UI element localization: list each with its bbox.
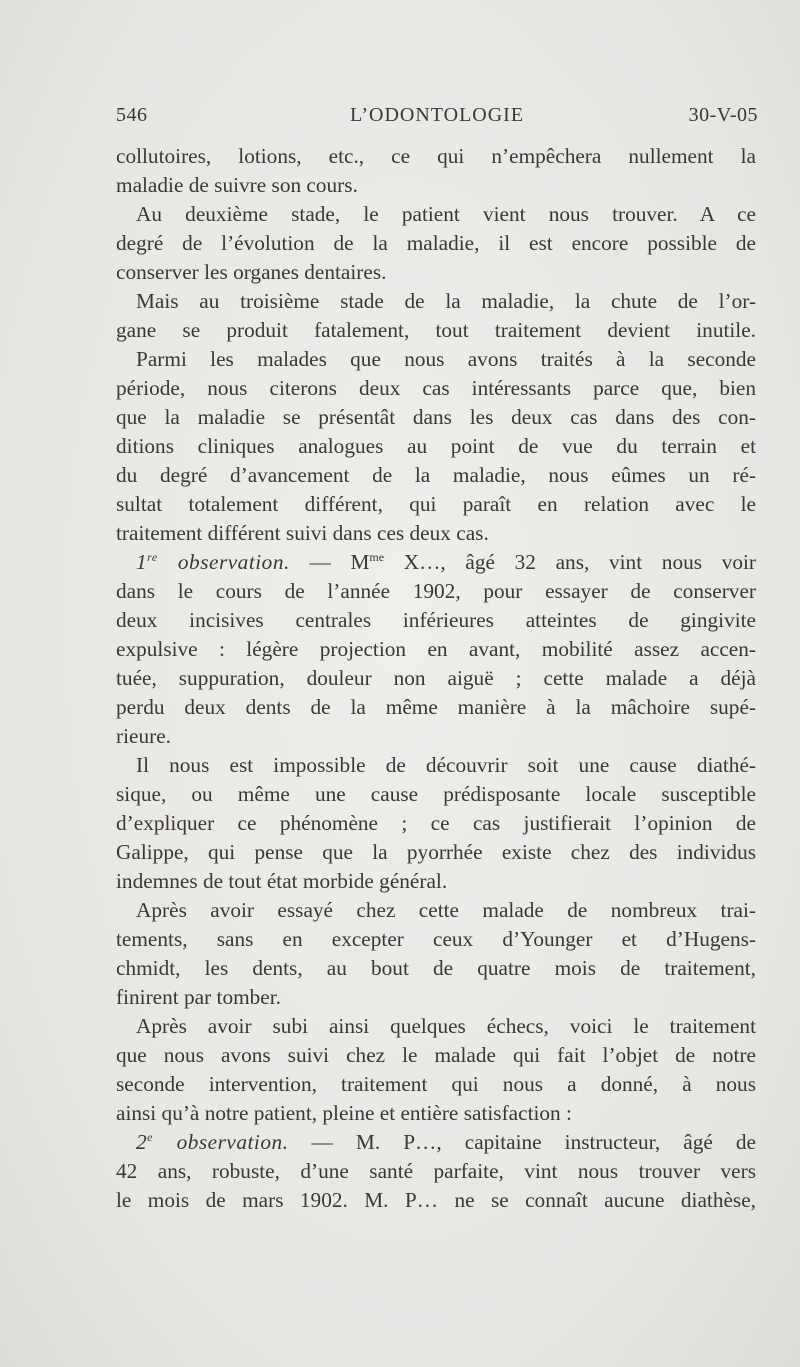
obs2-text: — M. P…, capitaine instructeur, âgé de <box>288 1130 756 1154</box>
obs1-number: 1 <box>136 550 148 574</box>
text-line: traitement différent suivi dans ces deux cas. <box>116 521 489 545</box>
text-line: deux incisives centrales inférieures atteintes de gingivite <box>116 608 756 632</box>
text-line: période, nous citerons deux cas intéressants parce que, bien <box>116 376 756 400</box>
text-line: le mois de mars 1902. M. P… ne se connaît aucune diathèse, <box>116 1188 756 1212</box>
running-header <box>116 104 758 138</box>
text-line: gane se produit fatalement, tout traitement devient inutile. <box>116 318 756 342</box>
issue-date: 30-V-05 <box>688 104 758 126</box>
text-line: Galippe, qui pense que la pyorrhée existe chez des individus <box>116 840 756 864</box>
obs1-title-sup: me <box>369 549 385 564</box>
text-line: sultat totalement différent, qui paraît en relation avec le <box>116 492 756 516</box>
text-line: collutoires, lotions, etc., ce qui n’empêchera nullement la <box>116 144 756 168</box>
text-line: degré de l’évolution de la maladie, il est encore possible de <box>116 231 756 255</box>
obs2-number: 2 <box>136 1130 148 1154</box>
page-number: 546 <box>116 104 148 126</box>
text-line: perdu deux dents de la même manière à la mâchoire supé- <box>116 695 756 719</box>
observation-1-heading <box>116 548 756 577</box>
obs1-text-b: X…, âgé 32 ans, vint nous voir <box>384 550 756 574</box>
text-line: chmidt, les dents, au bout de quatre mois de traitement, <box>116 956 756 980</box>
body-text <box>116 142 756 1215</box>
text-line: rieure. <box>116 724 171 748</box>
text-line: indemnes de tout état morbide général. <box>116 869 448 893</box>
obs2-ordinal: e <box>147 1129 153 1144</box>
text-line: que nous avons suivi chez le malade qui fait l’objet de notre <box>116 1043 756 1067</box>
observation-2-heading <box>116 1128 756 1157</box>
text-line: tements, sans en excepter ceux d’Younger et d’Hugens- <box>116 927 756 951</box>
text-line: Il nous est impossible de découvrir soit une cause diathé- <box>136 753 756 777</box>
text-line: maladie de suivre son cours. <box>116 173 358 197</box>
text-line: ditions cliniques analogues au point de vue du terrain et <box>116 434 756 458</box>
obs1-ordinal: re <box>147 549 158 564</box>
journal-title: L’ODONTOLOGIE <box>349 104 525 126</box>
text-line: sique, ou même une cause prédisposante locale susceptible <box>116 782 756 806</box>
obs1-title: observation. <box>177 550 290 574</box>
text-line: que la maladie se présentât dans les deux cas dans des con- <box>116 405 756 429</box>
text-line: Au deuxième stade, le patient vient nous trouver. A ce <box>136 202 756 226</box>
text-line: ainsi qu’à notre patient, pleine et entière satisfaction : <box>116 1101 572 1125</box>
text-line: expulsive : légère projection en avant, mobilité assez accen- <box>116 637 756 661</box>
text-line: Parmi les malades que nous avons traités à la seconde <box>136 347 756 371</box>
obs1-text-a: — M <box>289 550 370 574</box>
text-line: seconde intervention, traitement qui nous a donné, à nous <box>116 1072 756 1096</box>
text-line: finirent par tomber. <box>116 985 281 1009</box>
obs2-title: observation. <box>176 1130 289 1154</box>
text-line: tuée, suppuration, douleur non aiguë ; cette malade a déjà <box>116 666 756 690</box>
text-line: Après avoir essayé chez cette malade de nombreux trai- <box>136 898 756 922</box>
text-line: dans le cours de l’année 1902, pour essayer de conserver <box>116 579 756 603</box>
text-line: d’expliquer ce phénomène ; ce cas justifierait l’opinion de <box>116 811 756 835</box>
text-line: 42 ans, robuste, d’une santé parfaite, vint nous trouver vers <box>116 1159 756 1183</box>
text-line: Mais au troisième stade de la maladie, la chute de l’or- <box>136 289 756 313</box>
text-line: Après avoir subi ainsi quelques échecs, voici le traitement <box>136 1014 756 1038</box>
text-line: du degré d’avancement de la maladie, nous eûmes un ré- <box>116 463 756 487</box>
text-line: conserver les organes dentaires. <box>116 260 387 284</box>
